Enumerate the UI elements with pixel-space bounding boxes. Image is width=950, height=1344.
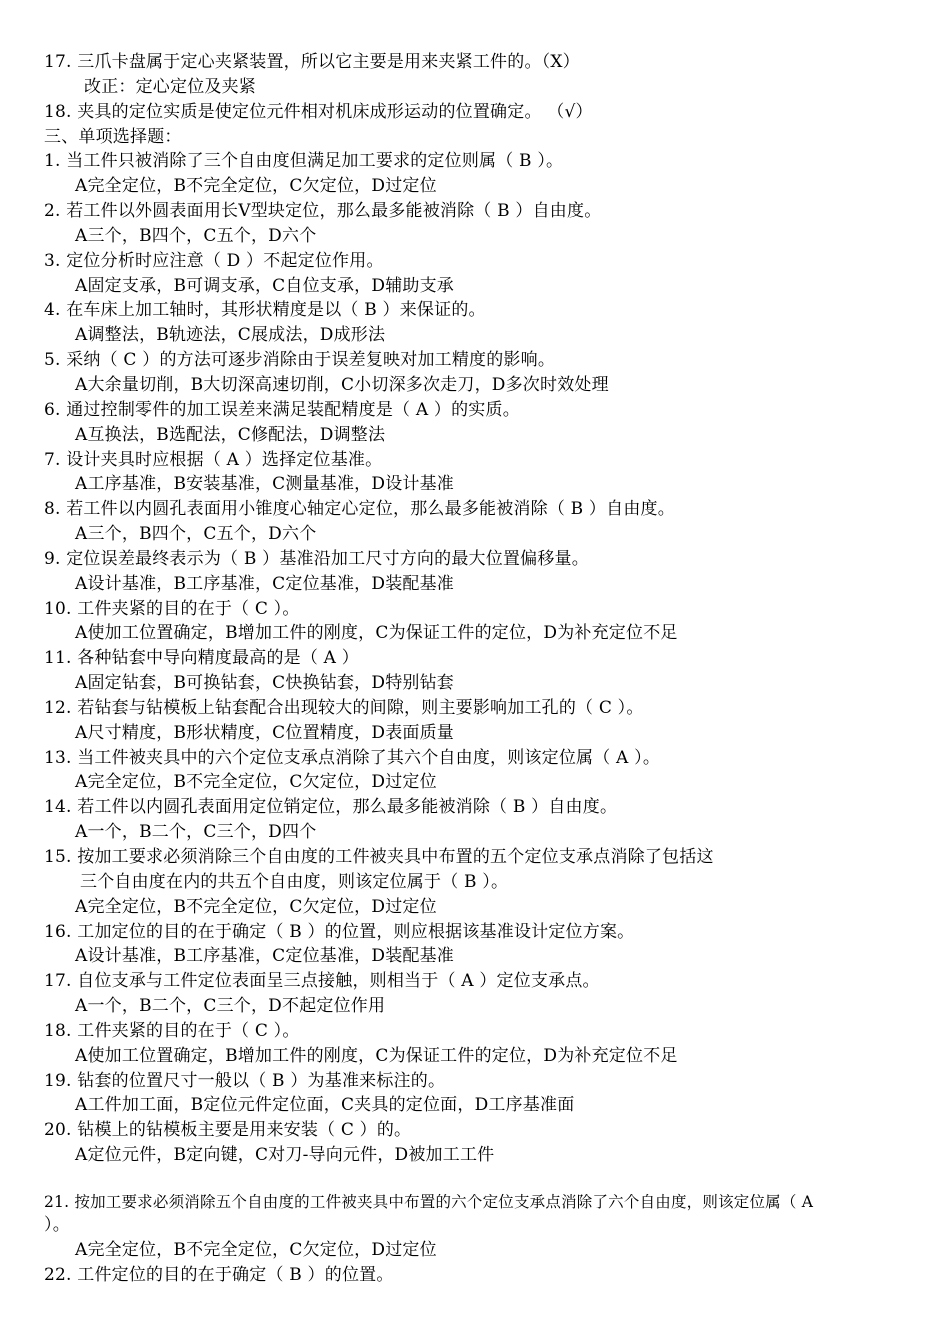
text-line: 13. 当工件被夹具中的六个定位支承点消除了其六个自由度，则该定位属（ A ）。 xyxy=(44,747,661,768)
text-line: 19. 钻套的位置尺寸一般以（ B ）为基准来标注的。 xyxy=(44,1070,446,1091)
text-line: 18. 夹具的定位实质是使定位元件相对机床成形运动的位置确定。 （√） xyxy=(44,101,593,122)
text-line: 14. 若工件以内圆孔表面用定位销定位，那么最多能被消除（ B ）自由度。 xyxy=(44,797,618,818)
text-line: 6. 通过控制零件的加工误差来满足装配精度是（ A ）的实质。 xyxy=(44,399,520,420)
text-line: A调整法，B轨迹法，C展成法，D成形法 xyxy=(75,325,386,346)
text-line: A工件加工面，B定位元件定位面，C夹具的定位面，D工序基准面 xyxy=(75,1095,575,1116)
text-line: 12. 若钻套与钻模板上钻套配合出现较大的间隙，则主要影响加工孔的（ C ）。 xyxy=(44,697,644,718)
text-line: 3. 定位分析时应注意（ D ）不起定位作用。 xyxy=(44,250,384,271)
text-line: 三个自由度在内的共五个自由度，则该定位属于（ B ）。 xyxy=(80,871,509,892)
text-line: 21. 按加工要求必须消除五个自由度的工件被夹具中布置的六个定位支承点消除了六个自由度，则该定位属（ A xyxy=(44,1192,814,1211)
text-line: A三个，B四个，C五个，D六个 xyxy=(75,524,317,545)
text-line: A使加工位置确定，B增加工件的刚度，C为保证工件的定位，D为补充定位不足 xyxy=(75,623,678,644)
text-line: 16. 工加定位的目的在于确定（ B ）的位置，则应根据该基准设计定位方案。 xyxy=(44,921,635,942)
text-line: 1. 当工件只被消除了三个自由度但满足加工要求的定位则属（ B ）。 xyxy=(44,151,564,172)
text-line: A工序基准，B安装基准，C测量基准，D设计基准 xyxy=(75,474,455,495)
text-line: A一个，B二个，C三个，D四个 xyxy=(75,822,317,843)
blank-line xyxy=(44,1168,924,1190)
text-line: ）。 xyxy=(44,1214,70,1235)
text-line: A完全定位，B不完全定位，C欠定位，D过定位 xyxy=(75,896,437,917)
text-line: A完全定位，B不完全定位，C欠定位，D过定位 xyxy=(75,1239,437,1260)
text-line: A互换法，B选配法，C修配法，D调整法 xyxy=(75,424,386,445)
text-line: 8. 若工件以内圆孔表面用小锥度心轴定心定位，那么最多能被消除（ B ）自由度。 xyxy=(44,499,675,520)
text-line: 18. 工件夹紧的目的在于（ C ）。 xyxy=(44,1020,300,1041)
text-line: A三个，B四个，C五个，D六个 xyxy=(75,225,317,246)
text-line: 11. 各种钻套中导向精度最高的是（ A ） xyxy=(44,648,359,669)
text-line: A固定钻套，B可换钻套，C快换钻套，D特别钻套 xyxy=(75,673,455,694)
text-line: 7. 设计夹具时应根据（ A ）选择定位基准。 xyxy=(44,449,383,470)
text-line: 改正：定心定位及夹紧 xyxy=(84,76,256,97)
text-line: 17. 自位支承与工件定位表面呈三点接触，则相当于（ A ）定位支承点。 xyxy=(44,971,600,992)
text-line: A完全定位，B不完全定位，C欠定位，D过定位 xyxy=(75,772,437,793)
text-line: 22. 工件定位的目的在于确定（ B ）的位置。 xyxy=(44,1264,394,1285)
text-line: A完全定位，B不完全定位，C欠定位，D过定位 xyxy=(75,176,437,197)
text-line: 15. 按加工要求必须消除三个自由度的工件被夹具中布置的五个定位支承点消除了包括这 xyxy=(44,847,714,867)
text-line: 17. 三爪卡盘属于定心夹紧装置，所以它主要是用来夹紧工件的。（X） xyxy=(44,52,580,72)
text-line: 5. 采纳（ C ）的方法可逐步消除由于误差复映对加工精度的影响。 xyxy=(44,350,556,371)
text-line: 2. 若工件以外圆表面用长V型块定位，那么最多能被消除（ B ）自由度。 xyxy=(44,201,602,222)
text-line: A定位元件，B定向键，C对刀-导向元件，D被加工工件 xyxy=(75,1145,495,1166)
text-line: A固定支承，B可调支承，C自位支承，D辅助支承 xyxy=(75,275,455,296)
text-line: 10. 工件夹紧的目的在于（ C ）。 xyxy=(44,598,300,619)
text-line: 9. 定位误差最终表示为（ B ）基准沿加工尺寸方向的最大位置偏移量。 xyxy=(44,548,589,569)
text-line: A设计基准，B工序基准，C定位基准，D装配基准 xyxy=(75,946,455,967)
text-line: A大余量切削，B大切深高速切削，C小切深多次走刀，D多次时效处理 xyxy=(75,374,609,395)
text-line: A使加工位置确定，B增加工件的刚度，C为保证工件的定位，D为补充定位不足 xyxy=(75,1045,678,1066)
text-line: 20. 钻模上的钻模板主要是用来安装（ C ）的。 xyxy=(44,1120,412,1141)
text-line: A一个，B二个，C三个，D不起定位作用 xyxy=(75,996,386,1017)
document-page xyxy=(44,50,924,1287)
text-line: 三、单项选择题： xyxy=(44,126,182,147)
text-line: 4. 在车床上加工轴时，其形状精度是以（ B ）来保证的。 xyxy=(44,300,486,321)
text-line: A设计基准，B工序基准，C定位基准，D装配基准 xyxy=(75,573,455,594)
text-line: A尺寸精度，B形状精度，C位置精度，D表面质量 xyxy=(75,722,455,743)
